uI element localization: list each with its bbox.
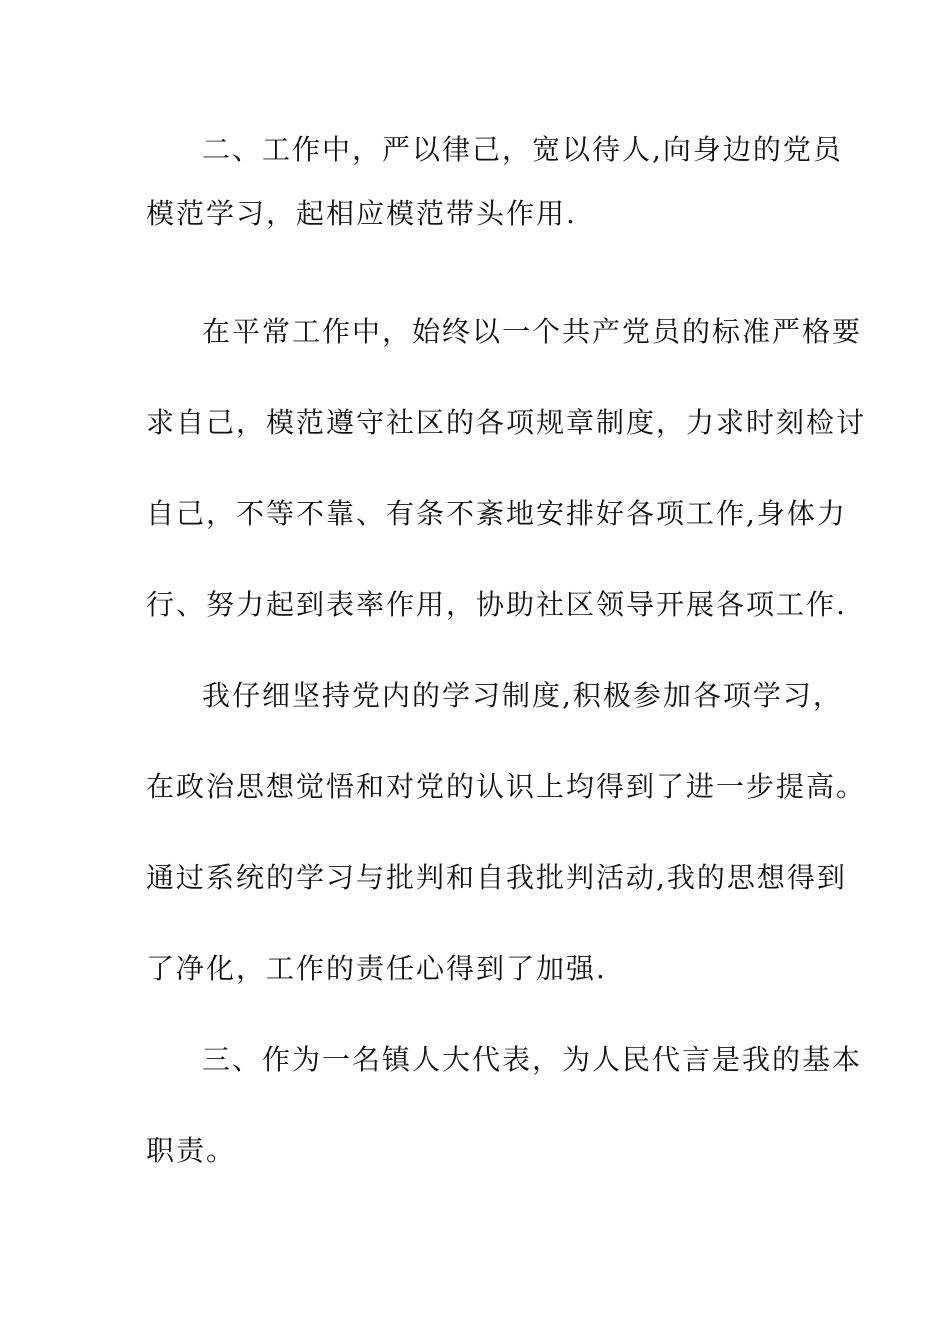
paragraph-2-line-3: 自己，不等不靠、有条不紊地安排好各项工作,身体力 xyxy=(146,497,847,530)
paragraph-2-line-4: 行、努力起到表率作用，协助社区领导开展各项工作. xyxy=(146,588,847,621)
paragraph-4-line-2: 职责。 xyxy=(146,1134,237,1167)
paragraph-1-line-1: 二、工作中，严以律己，宽以待人,向身边的党员 xyxy=(202,133,843,166)
paragraph-2-line-2: 求自己，模范遵守社区的各项规章制度，力求时刻检讨 xyxy=(146,406,867,439)
paragraph-1-line-2: 模范学习，起相应模范带头作用. xyxy=(146,197,577,230)
paragraph-2-line-1: 在平常工作中，始终以一个共产党员的标准严格要 xyxy=(202,315,863,348)
paragraph-4-line-1: 三、作为一名镇人大代表，为人民代言是我的基本 xyxy=(202,1043,863,1076)
paragraph-3-line-2: 在政治思想觉悟和对党的认识上均得到了进一步提高。 xyxy=(146,770,867,803)
paragraph-3-line-3: 通过系统的学习与批判和自我批判活动,我的思想得到 xyxy=(146,861,847,894)
paragraph-3-line-4: 了净化，工作的责任心得到了加强. xyxy=(146,952,607,985)
paragraph-3-line-1: 我仔细坚持党内的学习制度,积极参加各项学习， xyxy=(202,679,843,712)
